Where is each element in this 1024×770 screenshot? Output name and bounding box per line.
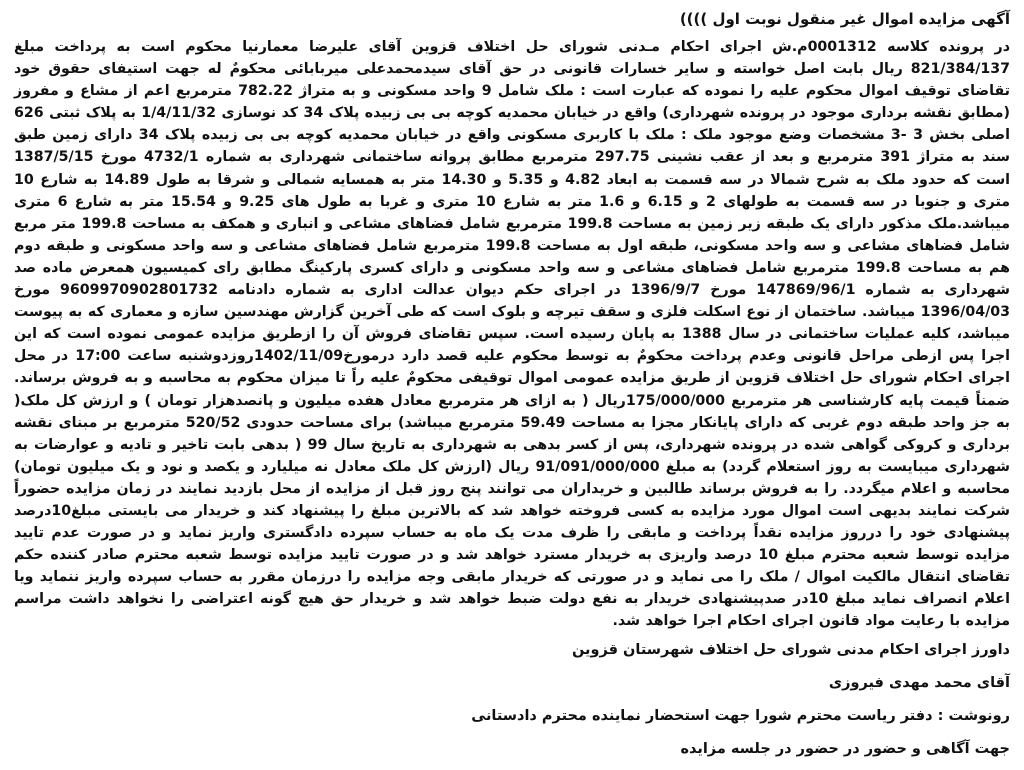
notice-body: در پرونده کلاسه 0001312م.ش اجرای احکام مـدنی شورای حل اختلاف قزوین آقای علیرضا معمارنیا محکوم است به پرداخت مبلغ 821/384/137 ریال بابت اصل خواسته و سایر خسارات قانونی در حق آقای سیدمحمدعلی میربابائی محکومٌ له جهت استیفای حقوق خود تقاضای توقیف اموال محکوم علیه را نموده که عبارت است : ملک شامل 9 واحد مسکونی و به متراژ 782.22 مترمربع اعم از مشاع و مفروز (مطابق نقشه برداری موجود در پرونده شهرداری) واقع در خیابان محمدیه کوچه بی بی زبیده پلاک 34 کد نوسازی 1/4/11/32 به پلاک ثبتی 626 اصلی بخش 3 -3 مشخصات وضع موجود ملک : ملک با کاربری مسکونی واقع در خیابان محمدیه کوچه بی بی زبیده پلاک 34 دارای زمین طبق سند به متراژ 391 مترمربع و بعد از عقب نشینی 297.75 مترمربع مطابق پروانه ساختمانی شهرداری به شماره 4732/1 مورخ 1387/5/15 است که حدود ملک به شرح شمالا در سه قسمت به ابعاد 4.82 و 5.35 و 14.30 متر به همسایه شمالی و شرقا به طول 14.89 به شارع 10 متری و جنوبا در سه قسمت به طولهای 2 و 6.15 و 1.6 متر به شارع 10 متری و غربا به طول های 9.25 و 15.54 متر به شارع 6 متری میباشد.ملک مذکور دارای یک طبقه زیر زمین به مساحت 199.8 مترمربع شامل فضاهای مشاعی و انباری و همکف به مساحت 199.8 متر مربع شامل فضاهای مشاعی و سه واحد مسکونی، طبقه اول به مساحت 199.8 مترمربع شامل فضاهای مشاعی و سه واحد مسکونی و طبقه دوم هم به مساحت 199.8 مترمربع شامل فضاهای مشاعی و سه واحد مسکونی و دارای کسری پارکینگ مطابق رای کمیسیون همعرض ماده صد شهرداری به شماره 147869/96/1 مورخ 1396/9/7 در اجرای حکم دیوان عدالت اداری به شماره دادنامه 9609970902801732 مورخ 1396/04/03 میباشد. ساختمان از نوع اسکلت فلزی و سقف تیرچه و بلوک است که طی آخرین گزارش مهندسین سازه و معماری که به پیوست میباشد، کلیه عملیات ساختمانی در سال 1388 به پایان رسیده است. سپس تقاضای فروش آن را ازطریق مزایده عمومی نموده است که این اجرا پس ازطی مراحل قانونی وعدم پرداخت محکومٌ به توسط محکوم علیه قصد دارد درمورخ1402/11/09روزدوشنبه ساعت 17:00 در محل اجرای احکام شورای حل اختلاف قزوین از طریق مزایده عمومی اموال توقیفی محکومٌ علیه راً تا میزان محکوم به محاسبه و به فروش برساند. ضمناً قیمت پایه کارشناسی هر مترمربع 175/000/000ریال ( به ازای هر مترمربع معادل هفده میلیون و پانصدهزار تومان ) و ارزش کل ملک( به جز واحد طبقه دوم غربی که دارای پایانکار مجزا به مساحت 59.49 مترمربع میباشد) برای مساحت حدودی 520/52 مترمربع بر مبنای نقشه برداری و کروکی گواهی شده در پرونده شهرداری، پس از کسر بدهی به شهرداری به تاریخ سال 99 ( بدهی بابت تاخیر و تادیه و عوارضات به شهرداری میبایست به روز استعلام گردد) به مبلغ 91/091/000/000 ریال (ارزش کل ملک معادل نه میلیارد و یکصد و نود و یک میلیون تومان) محاسبه و اعلام میگردد. را به فروش برساند طالبین و خریداران می توانند پنج روز قبل از مزایده از محل بازدید نمایند در زمان مزایده حضوراً شرکت نمایند بدیهی است اموال مورد مزایده به کسی فروخته خواهد شد که بالاترین مبلغ را پیشنهاد کند و خریدار می بایستی مبلغ10درصد پیشنهادی خود را درروز مزایده نقداً پرداخت و مابقی را ظرف مدت یک ماه به حساب سپرده دادگستری واریز نماید و در صورت عدم تایید مزایده توسط شعبه محترم مبلغ 10 درصد واریزی به خریدار مسترد خواهد شد و در صورت تایید مزایده توسط شعبه محترم صادر کننده حکم تقاضای انتقال مالکیت اموال / ملک را می نماید و در صورتی که خریدار مابقی وجه مزایده را درزمان مقرر به حساب سپرده واریز ننماید ویا اعلام انصراف نماید مبلغ 10در صدپیشنهادی خریدار به نفع دولت ضبط خواهد شد و خریدار حق هیچ گونه اعتراضی را نخواهد داشت مراسم مزایده با رعایت مواد قانون اجرای احکام اجرا خواهد شد. [14, 39, 1011, 630]
copy-recipient: رونوشت : دفتر ریاست محترم شورا جهت استحضار نماینده محترم دادستانی [471, 707, 1010, 724]
notice-title: آگهی مزایده اموال غیر منقول نوبت اول )))) [679, 10, 1010, 28]
attendance-note: جهت آگاهی و حضور در حضور در جلسه مزایده [680, 740, 1010, 757]
issuing-office: داورز اجرای احکام مدنی شورای حل اختلاف شهرستان قزوین [571, 641, 1010, 658]
officer-name: آقای محمد مهدی فیروزی [828, 674, 1010, 691]
signature-block [14, 639, 1010, 766]
